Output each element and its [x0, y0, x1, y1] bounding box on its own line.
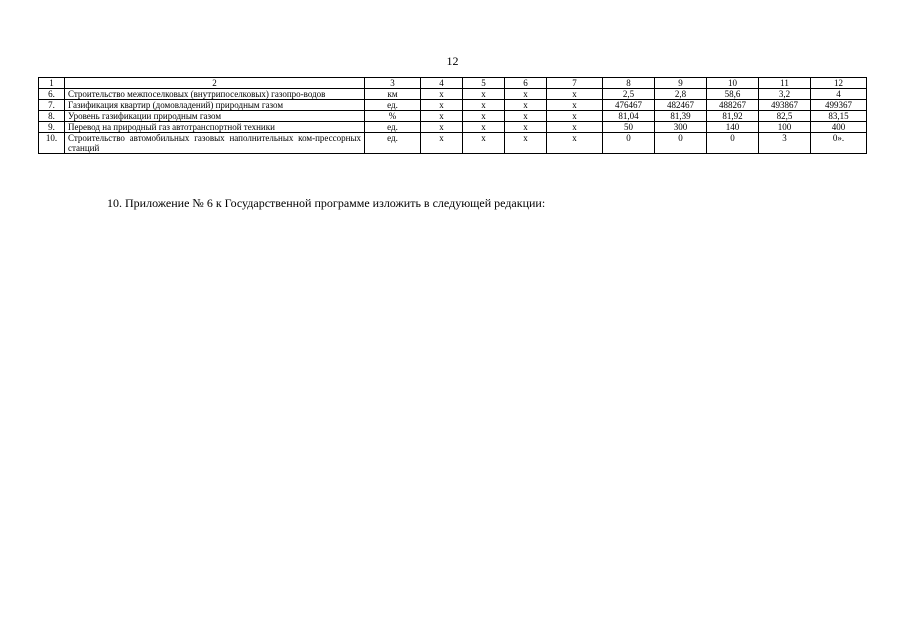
header-cell: 1 [39, 78, 65, 89]
unit-cell: % [365, 111, 421, 122]
value-cell: 499367 [811, 100, 867, 111]
indicator-name: Строительство межпоселковых (внутрипоселковых) газопро-водов [65, 89, 365, 100]
value-cell: х [505, 122, 547, 133]
table-row [39, 100, 867, 111]
value-cell: х [547, 133, 603, 154]
value-cell: 3,2 [759, 89, 811, 100]
indicator-name: Строительство автомобильных газовых наполнительных ком-прессорных станций [65, 133, 365, 154]
value-cell: 0 [655, 133, 707, 154]
indicator-name: Газификация квартир (домовладений) природным газом [65, 100, 365, 111]
value-cell: 2,5 [603, 89, 655, 100]
table-header-row [39, 78, 867, 89]
row-number: 9. [39, 122, 65, 133]
value-cell: 82,5 [759, 111, 811, 122]
value-cell: 81,39 [655, 111, 707, 122]
row-number: 8. [39, 111, 65, 122]
value-cell: х [463, 111, 505, 122]
unit-cell: ед. [365, 122, 421, 133]
value-cell: 476467 [603, 100, 655, 111]
value-cell: 2,8 [655, 89, 707, 100]
value-cell: 488267 [707, 100, 759, 111]
indicator-name: Уровень газификации природным газом [65, 111, 365, 122]
value-cell: х [547, 100, 603, 111]
header-cell: 7 [547, 78, 603, 89]
value-cell: х [547, 89, 603, 100]
header-cell: 8 [603, 78, 655, 89]
value-cell: х [505, 133, 547, 154]
value-cell: 3 [759, 133, 811, 154]
amendment-paragraph: 10. Приложение № 6 к Государственной программе изложить в следующей редакции: [107, 196, 546, 210]
row-number: 6. [39, 89, 65, 100]
value-cell: 81,04 [603, 111, 655, 122]
value-cell: 0». [811, 133, 867, 154]
value-cell: 482467 [655, 100, 707, 111]
value-cell: х [421, 122, 463, 133]
unit-cell: ед. [365, 100, 421, 111]
value-cell: х [547, 122, 603, 133]
value-cell: х [463, 89, 505, 100]
header-cell: 12 [811, 78, 867, 89]
value-cell: х [547, 111, 603, 122]
value-cell: 0 [603, 133, 655, 154]
value-cell: х [463, 122, 505, 133]
table-row [39, 133, 867, 154]
value-cell: х [421, 89, 463, 100]
value-cell: х [463, 133, 505, 154]
value-cell: х [421, 133, 463, 154]
unit-cell: ед. [365, 133, 421, 154]
table-row [39, 89, 867, 100]
value-cell: 140 [707, 122, 759, 133]
page-number: 12 [446, 54, 459, 68]
header-cell: 2 [65, 78, 365, 89]
table-row [39, 122, 867, 133]
value-cell: 493867 [759, 100, 811, 111]
header-cell: 11 [759, 78, 811, 89]
value-cell: 4 [811, 89, 867, 100]
value-cell: 81,92 [707, 111, 759, 122]
header-cell: 3 [365, 78, 421, 89]
value-cell: х [505, 100, 547, 111]
indicator-name: Перевод на природный газ автотранспортной техники [65, 122, 365, 133]
value-cell: 83,15 [811, 111, 867, 122]
indicators-table [38, 77, 867, 154]
value-cell: 0 [707, 133, 759, 154]
header-cell: 5 [463, 78, 505, 89]
value-cell: х [505, 89, 547, 100]
value-cell: 58,6 [707, 89, 759, 100]
value-cell: 300 [655, 122, 707, 133]
value-cell: 400 [811, 122, 867, 133]
header-cell: 9 [655, 78, 707, 89]
value-cell: х [463, 100, 505, 111]
value-cell: 100 [759, 122, 811, 133]
row-number: 7. [39, 100, 65, 111]
value-cell: х [505, 111, 547, 122]
table-row [39, 111, 867, 122]
row-number: 10. [39, 133, 65, 154]
value-cell: х [421, 100, 463, 111]
header-cell: 6 [505, 78, 547, 89]
unit-cell: км [365, 89, 421, 100]
value-cell: х [421, 111, 463, 122]
value-cell: 50 [603, 122, 655, 133]
header-cell: 10 [707, 78, 759, 89]
header-cell: 4 [421, 78, 463, 89]
